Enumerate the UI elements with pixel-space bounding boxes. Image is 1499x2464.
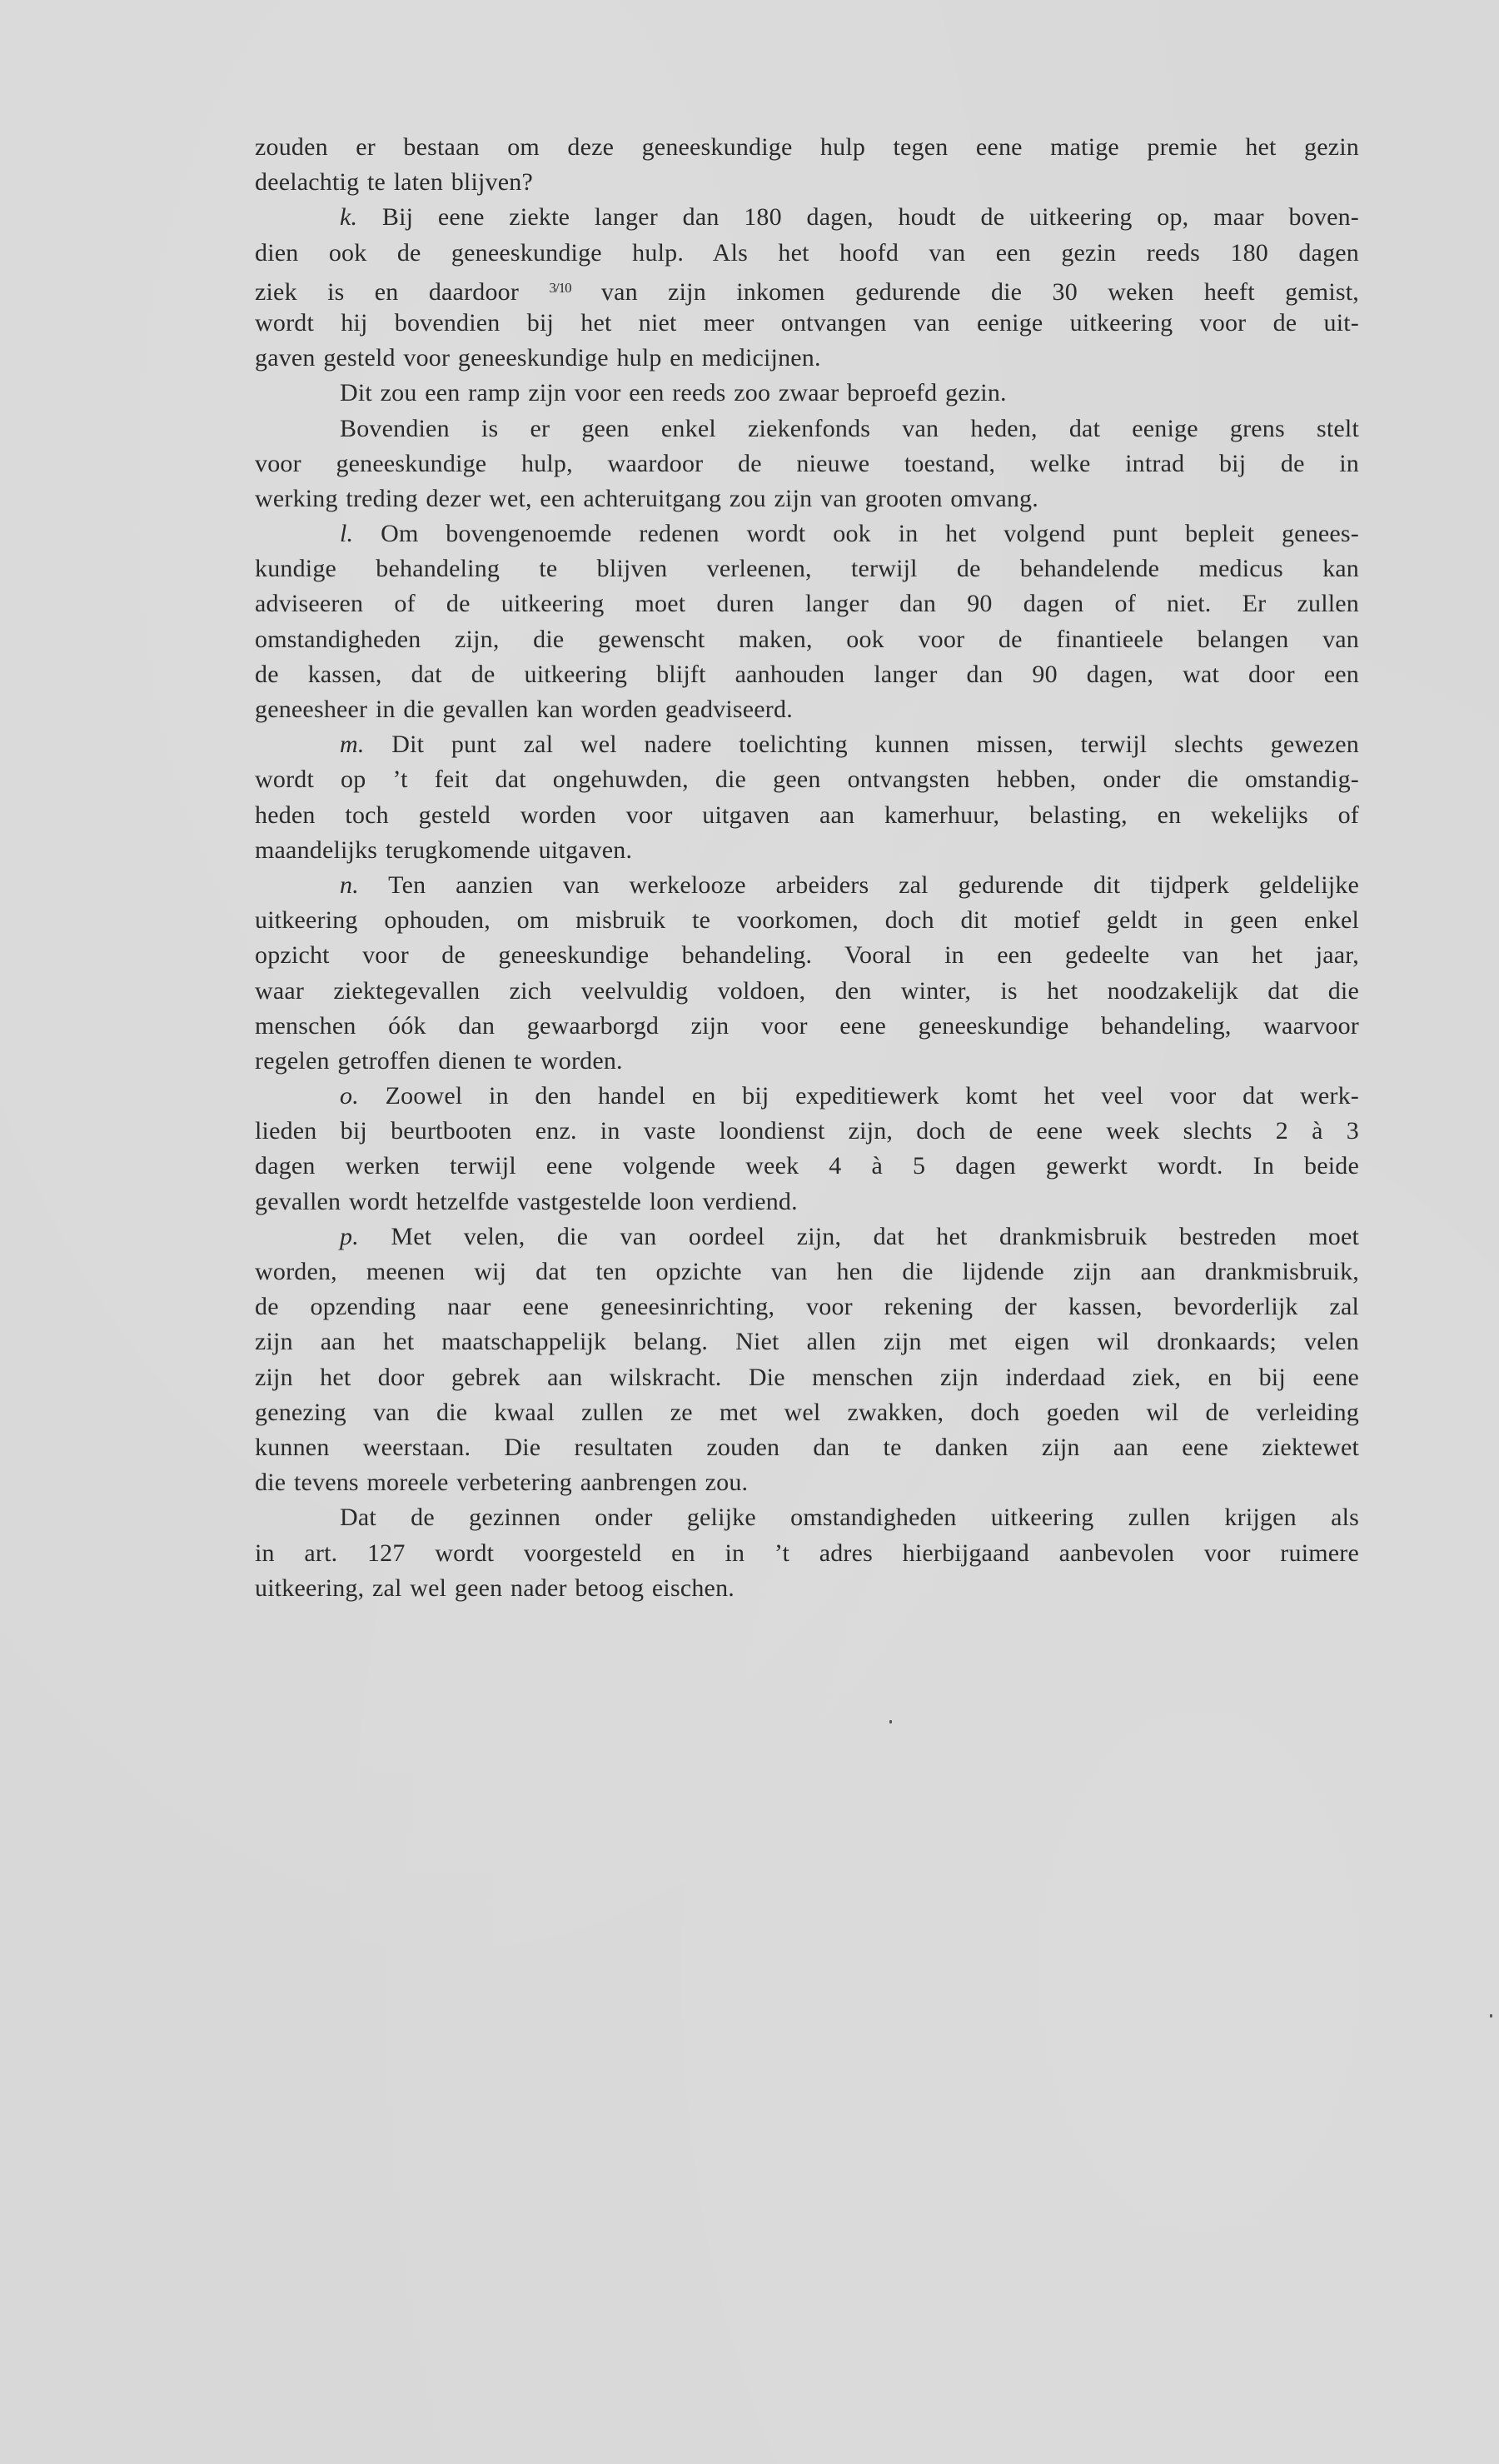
text-line: Dat de gezinnen onder gelijke omstandigheden uitkeering zullen krijgen als xyxy=(340,1504,1359,1532)
text-line: zijn het door gebrek aan wilskracht. Die menschen zijn inderdaad ziek, en bij eene xyxy=(255,1363,1359,1391)
paragraph-dat-de-gezinnen xyxy=(255,1500,1359,1606)
text-line: omstandigheden zijn, die gewenscht maken, ook voor de finantieele belangen van xyxy=(255,625,1359,653)
text-line: die tevens moreele verbetering aanbrengen zou. xyxy=(255,1469,749,1497)
line-text: Bij eene ziekte langer dan 180 dagen, houdt de uitkeering op, maar boven- xyxy=(381,203,1359,232)
paragraph-intro-continuation xyxy=(255,130,1359,200)
text-line: lieden bij beurtbooten enz. in vaste loondienst zijn, doch de eene week slechts 2 à 3 xyxy=(255,1117,1359,1145)
line-text: Met velen, die van oordeel zijn, dat het drankmisbruik bestreden moet xyxy=(391,1222,1359,1250)
scan-speck xyxy=(1490,2014,1492,2018)
text-line: kundige behandeling te blijven verleenen, terwijl de behandelende medicus kan xyxy=(255,555,1359,583)
text-line xyxy=(255,200,1359,235)
text-line: de opzending naar eene geneesinrichting, voor rekening der kassen, bevorderlijk zal xyxy=(255,1293,1359,1321)
text-line xyxy=(255,516,1359,551)
text-line: gaven gesteld voor geneeskundige hulp en medicijnen. xyxy=(255,344,821,372)
paragraph-o xyxy=(255,1079,1359,1220)
paragraph-n xyxy=(255,868,1359,1079)
line-text: Zoowel in den handel en bij expeditiewerk komt het veel voor dat werk- xyxy=(385,1082,1359,1110)
line-text: Dit punt zal wel nadere toelichting kunnen missen, terwijl slechts gewezen xyxy=(391,731,1359,759)
paragraph-label: m. xyxy=(340,731,365,759)
text-line: menschen óók dan gewaarborgd zijn voor eene geneeskundige behandeling, waarvoor xyxy=(255,1011,1359,1040)
text-line: genezing van die kwaal zullen ze met wel zwakken, doch goeden wil de verleiding xyxy=(255,1398,1359,1426)
text-line: deelachtig te laten blijven? xyxy=(255,168,533,197)
text-line xyxy=(255,727,1359,762)
text-line: wordt hij bovendien bij het niet meer ontvangen van eenige uitkeering voor de uit- xyxy=(255,308,1359,337)
text-line: heden toch gesteld worden voor uitgaven aan kamerhuur, belasting, en wekelijks of xyxy=(255,801,1359,829)
text-line: opzicht voor de geneeskundige behandeling. Vooral in een gedeelte van het jaar, xyxy=(255,941,1359,970)
text-line: dien ook de geneeskundige hulp. Als het hoofd van een gezin reeds 180 dagen xyxy=(255,238,1359,267)
paragraph-dit-zou xyxy=(255,376,1359,411)
text-line xyxy=(255,1220,1359,1254)
text-line xyxy=(255,868,1359,903)
paragraph-bovendien xyxy=(255,411,1359,517)
paragraph-p xyxy=(255,1220,1359,1501)
text-line: de kassen, dat de uitkeering blijft aanhouden langer dan 90 dagen, wat door een xyxy=(255,660,1359,688)
line-text: Ten aanzien van werkelooze arbeiders zal gedurende dit tijdperk geldelijke xyxy=(388,870,1359,899)
paragraph-k xyxy=(255,200,1359,376)
line-text: Om bovengenoemde redenen wordt ook in het volgend punt bepleit genees- xyxy=(381,520,1359,548)
text-line: uitkeering ophouden, om misbruik te voorkomen, doch dit motief geldt in geen enkel xyxy=(255,906,1359,935)
paragraph-label: n. xyxy=(340,870,359,899)
text-line: adviseeren of de uitkeering moet duren langer dan 90 dagen of niet. Er zullen xyxy=(255,590,1359,618)
paragraph-label: p. xyxy=(340,1222,359,1250)
line-text: ziek is en daardoor xyxy=(255,277,520,306)
scan-speck xyxy=(889,1720,892,1723)
text-line: gevallen wordt hetzelfde vastgestelde loon verdiend. xyxy=(255,1187,798,1215)
text-line: zouden er bestaan om deze geneeskundige hulp tegen eene matige premie het gezin xyxy=(255,133,1359,161)
paragraph-label: l. xyxy=(340,520,354,548)
text-line: geneesheer in die gevallen kan worden geadviseerd. xyxy=(255,696,793,723)
text-line xyxy=(255,1079,1359,1114)
text-line: wordt op ’t feit dat ongehuwden, die geen ontvangsten hebben, onder die omstandig- xyxy=(255,766,1359,794)
paragraph-label: o. xyxy=(340,1082,359,1110)
text-line: voor geneeskundige hulp, waardoor de nieuwe toestand, welke intrad bij de in xyxy=(255,449,1359,477)
text-line: Bovendien is er geen enkel ziekenfonds van heden, dat eenige grens stelt xyxy=(340,414,1359,442)
paragraph-m xyxy=(255,727,1359,868)
text-line: zijn aan het maatschappelijk belang. Niet allen zijn met eigen wil dronkaards; velen xyxy=(255,1328,1359,1356)
text-line: waar ziektegevallen zich veelvuldig voldoen, den winter, is het noodzakelijk dat die xyxy=(255,976,1359,1005)
text-line: uitkeering, zal wel geen nader betoog eischen. xyxy=(255,1574,735,1602)
paragraph-label: k. xyxy=(340,203,358,232)
text-line: dagen werken terwijl eene volgende week 4 à 5 dagen gewerkt wordt. In beide xyxy=(255,1152,1359,1180)
text-line: kunnen weerstaan. Die resultaten zouden dan te danken zijn aan eene ziektewet xyxy=(255,1433,1359,1461)
text-line: Dit zou een ramp zijn voor een reeds zoo zwaar beproefd gezin. xyxy=(340,379,1007,407)
text-line: werking treding dezer wet, een achteruitgang zou zijn van grooten omvang. xyxy=(255,484,1038,512)
fraction: 3/10 xyxy=(549,279,571,296)
text-line: in art. 127 wordt voorgesteld en in ’t adres hierbijgaand aanbevolen voor ruimere xyxy=(255,1539,1359,1567)
text-line xyxy=(255,271,1359,306)
body-text xyxy=(255,130,1359,1606)
paragraph-l xyxy=(255,516,1359,727)
text-line: worden, meenen wij dat ten opzichte van hen die lijdende zijn aan drankmisbruik, xyxy=(255,1258,1359,1285)
text-line: regelen getroffen dienen te worden. xyxy=(255,1046,623,1075)
text-line: maandelijks terugkomende uitgaven. xyxy=(255,835,633,864)
line-text: van zijn inkomen gedurende die 30 weken heeft gemist, xyxy=(600,277,1359,306)
